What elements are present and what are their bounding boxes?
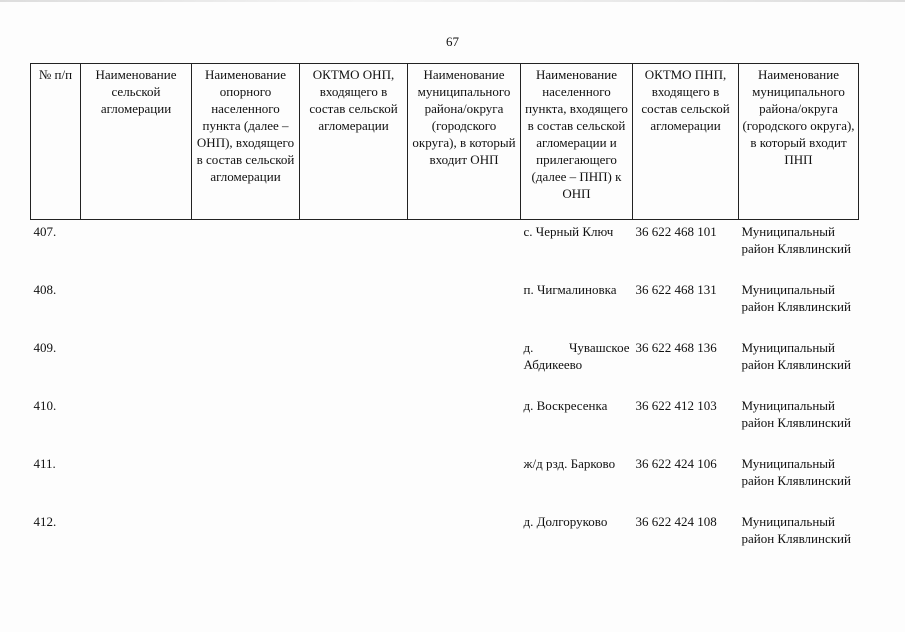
- agglomeration-cell: [81, 336, 192, 394]
- agglomeration-table: [30, 63, 859, 568]
- pnp-cell: п. Чигмалиновка: [523, 281, 617, 297]
- oktmo-onp-cell: [300, 220, 408, 278]
- agglomeration-cell: [81, 394, 192, 452]
- district-pnp-cell: Муниципальный район Клявлинский: [741, 397, 851, 430]
- district-pnp-cell: Муниципальный район Клявлинский: [741, 224, 851, 256]
- col-header-agglomeration: Наименование сельской агломерации: [81, 64, 192, 220]
- oktmo-onp-cell: [300, 336, 408, 394]
- oktmo-pnp-cell: 36 622 424 106: [635, 455, 717, 471]
- table-row: [31, 278, 859, 336]
- district-onp-cell: [408, 452, 521, 510]
- district-pnp-cell: Муниципальный район Клявлинский: [741, 455, 851, 488]
- header-row: [31, 64, 859, 220]
- agglomeration-cell: [81, 452, 192, 510]
- table-row: [31, 220, 859, 278]
- col-header-oktmo-onp: ОКТМО ОНП, входящего в состав сельской агломерации: [300, 64, 408, 220]
- table-row: [31, 510, 859, 568]
- district-pnp-cell: Муниципальный район Клявлинский: [741, 339, 851, 372]
- agglomeration-cell: [81, 278, 192, 336]
- col-header-pnp: Наименование населенного пункта, входящего в состав сельской агломерации и прилегающего (далее – ПНП) к ОНП: [521, 64, 633, 220]
- col-header-district-pnp: Наименование муниципального района/округа (городского округа), в который входит ПНП: [739, 64, 859, 220]
- onp-cell: [192, 336, 300, 394]
- pnp-cell: д. Воскресенка: [523, 397, 608, 413]
- pnp-cell: ж/д рзд. Барково: [523, 455, 616, 471]
- district-onp-cell: [408, 336, 521, 394]
- oktmo-pnp-cell: 36 622 424 108: [635, 513, 717, 529]
- oktmo-pnp-cell: 36 622 468 131: [635, 281, 717, 297]
- oktmo-onp-cell: [300, 278, 408, 336]
- col-header-district-onp: Наименование муниципального района/округа (городского округа), в который входит ОНП: [408, 64, 521, 220]
- oktmo-onp-cell: [300, 510, 408, 568]
- pnp-cell: д. Долгоруково: [523, 513, 608, 529]
- col-header-number: № п/п: [31, 64, 81, 220]
- district-onp-cell: [408, 220, 521, 278]
- district-pnp-cell: Муниципальный район Клявлинский: [741, 281, 851, 314]
- oktmo-pnp-cell: 36 622 468 101: [635, 224, 717, 239]
- row-number: 411.: [33, 455, 56, 471]
- col-header-onp: Наименование опорного населенного пункта (далее – ОНП), входящего в состав сельской агломерации: [192, 64, 300, 220]
- onp-cell: [192, 394, 300, 452]
- oktmo-onp-cell: [300, 452, 408, 510]
- table-row: [31, 394, 859, 452]
- agglomeration-cell: [81, 220, 192, 278]
- district-onp-cell: [408, 394, 521, 452]
- pnp-cell: д. Чувашское Абдикеево: [523, 339, 630, 372]
- row-number: 408.: [33, 281, 57, 297]
- row-number: 407.: [33, 224, 57, 239]
- row-number: 412.: [33, 513, 57, 529]
- row-number: 410.: [33, 397, 57, 413]
- oktmo-pnp-cell: 36 622 468 136: [635, 339, 717, 355]
- onp-cell: [192, 452, 300, 510]
- scan-edge: [0, 0, 905, 2]
- row-number: 409.: [33, 339, 57, 355]
- pnp-cell: с. Черный Ключ: [523, 224, 614, 239]
- oktmo-pnp-cell: 36 622 412 103: [635, 397, 717, 413]
- table-body: [31, 220, 859, 568]
- district-onp-cell: [408, 510, 521, 568]
- col-header-oktmo-pnp: ОКТМО ПНП, входящего в состав сельской агломерации: [633, 64, 739, 220]
- table-row: [31, 452, 859, 510]
- onp-cell: [192, 220, 300, 278]
- onp-cell: [192, 510, 300, 568]
- agglomeration-cell: [81, 510, 192, 568]
- district-onp-cell: [408, 278, 521, 336]
- page-number: 67: [446, 34, 459, 49]
- oktmo-onp-cell: [300, 394, 408, 452]
- table-header: [31, 64, 859, 220]
- district-pnp-cell: Муниципальный район Клявлинский: [741, 513, 851, 546]
- table-row: [31, 336, 859, 394]
- onp-cell: [192, 278, 300, 336]
